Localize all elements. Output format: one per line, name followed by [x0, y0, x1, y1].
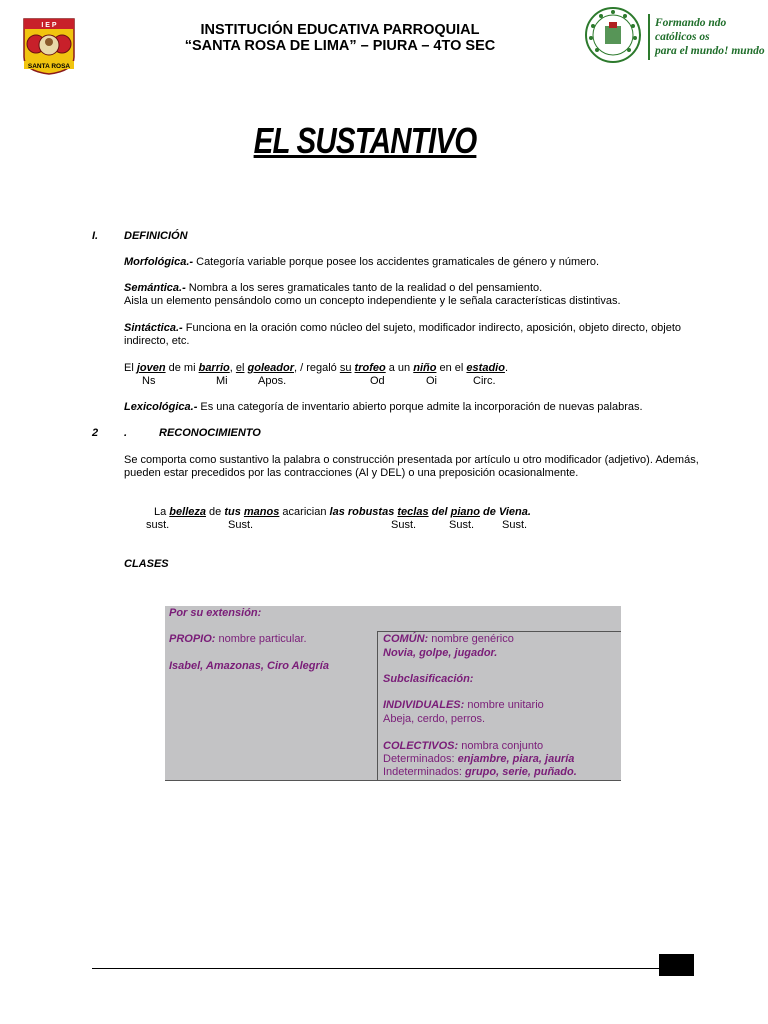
- motto-line2: católicos os: [655, 31, 710, 43]
- tag-circ: Circ.: [473, 375, 496, 387]
- ex1-word-goleador: goleador: [247, 362, 294, 374]
- lexicologica-paragraph: [124, 401, 643, 414]
- ex1-word: a un: [385, 362, 414, 374]
- ex1-word: , / regaló: [293, 362, 340, 374]
- ex1-word: ,: [229, 362, 236, 374]
- semantica-text2: Aisla un elemento pensándolo como un concepto independiente y le señala características distintivas.: [124, 295, 621, 307]
- propio-label: PROPIO:: [169, 633, 216, 645]
- ex1-word-trofeo: trofeo: [354, 362, 386, 374]
- logo-top-text: I E P: [41, 22, 57, 29]
- clases-heading: CLASES: [124, 558, 169, 570]
- motto-divider: [648, 14, 650, 60]
- section2-heading: RECONOCIMIENTO: [159, 427, 261, 439]
- determinados-examples: enjambre, piara, jauría: [457, 753, 575, 765]
- comun-text: nombre genérico: [428, 633, 514, 645]
- table-divider-v: [377, 631, 378, 781]
- tag-sust-4: Sust.: [449, 519, 475, 531]
- morfologica-paragraph: [124, 256, 599, 269]
- lexicologica-label: Lexicológica.-: [124, 401, 198, 413]
- tag-sust-2: Sust.: [228, 519, 254, 531]
- ex1-word-nino: niño: [413, 362, 437, 374]
- semantica-label: Semántica.-: [124, 282, 186, 294]
- logo-bottom-text: SANTA ROSA: [27, 63, 71, 70]
- ex2-word: de: [205, 506, 225, 518]
- motto-line1: Formando ndo: [655, 17, 727, 29]
- reconocimiento-text2: pueden estar precedidos por las contracciones (Al y DEL) o una preposición ocasionalmente.: [124, 467, 579, 479]
- section1-number: I.: [92, 230, 99, 242]
- school-name-line2: “SANTA ROSA DE LIMA” – PIURA – 4TO SEC: [184, 38, 496, 54]
- subclasificacion-label: Subclasificación:: [383, 673, 474, 685]
- table-propio: [169, 633, 307, 646]
- colectivos-label: COLECTIVOS:: [383, 740, 459, 752]
- comun-label: COMÚN:: [383, 633, 429, 645]
- table-colectivos: [383, 740, 543, 753]
- ex2-word-belleza: belleza: [169, 506, 206, 518]
- ex2-word-de-viena: de Viena.: [483, 506, 531, 518]
- footer-rule: [92, 968, 660, 969]
- indeterminados-label: Indeterminados:: [383, 766, 465, 778]
- motto-line3: para el mundo! mundo: [655, 45, 765, 57]
- sintactica-text: Funciona en la oración como núcleo del sujeto, modificador indirecto, aposición, objeto directo, objeto: [182, 322, 682, 334]
- comun-examples: Novia, golpe, jugador.: [383, 647, 498, 659]
- page-title: EL SUSTANTIVO: [253, 120, 477, 161]
- colectivos-text: nombra conjunto: [458, 740, 544, 752]
- example-sentence-1: [124, 362, 508, 375]
- table-comun: [383, 633, 514, 646]
- tag-sust-1: sust.: [146, 519, 170, 531]
- ex1-word-su: su: [339, 362, 352, 374]
- table-divider-h: [377, 631, 621, 632]
- tag-oi: Oi: [426, 375, 437, 387]
- page-number-box: [659, 954, 694, 976]
- tag-sust-3: Sust.: [391, 519, 417, 531]
- ex1-word-estadio: estadio: [466, 362, 505, 374]
- table-extension-label: Por su extensión:: [169, 607, 262, 619]
- ex1-word: de mi: [165, 362, 199, 374]
- ex2-word-piano: piano: [450, 506, 480, 518]
- tag-mi: Mi: [216, 375, 228, 387]
- tag-od: Od: [370, 375, 385, 387]
- table-border-bottom: [165, 780, 621, 781]
- ex2-word: La: [154, 506, 170, 518]
- ex1-word: .: [504, 362, 508, 374]
- section1-heading: DEFINICIÓN: [124, 230, 188, 242]
- sintactica-label: Sintáctica.-: [124, 322, 183, 334]
- example-sentence-2: [154, 506, 531, 519]
- semantica-paragraph: [124, 282, 542, 295]
- tag-ns: Ns: [142, 375, 156, 387]
- individuales-examples: Abeja, cerdo, perros.: [383, 713, 486, 725]
- ex2-word-tus: tus: [224, 506, 241, 518]
- determinados-label: Determinados:: [383, 753, 458, 765]
- propio-text: nombre particular.: [215, 633, 307, 645]
- school-name-line1: INSTITUCIÓN EDUCATIVA PARROQUIAL: [200, 22, 480, 38]
- morfologica-text: Categoría variable porque posee los accidentes gramaticales de género y número.: [193, 256, 600, 268]
- table-individuales: [383, 699, 544, 712]
- table-determinados: [383, 753, 574, 766]
- individuales-text: nombre unitario: [464, 699, 544, 711]
- individuales-label: INDIVIDUALES:: [383, 699, 465, 711]
- ex1-word-barrio: barrio: [198, 362, 230, 374]
- ex1-word: en el: [436, 362, 467, 374]
- indeterminados-examples: grupo, serie, puñado.: [464, 766, 577, 778]
- ex1-word-el: el: [235, 362, 245, 374]
- semantica-text: Nombra a los seres gramaticales tanto de la realidad o del pensamiento.: [185, 282, 543, 294]
- tag-sust-5: Sust.: [502, 519, 528, 531]
- sintactica-paragraph: [124, 322, 681, 335]
- reconocimiento-text1: Se comporta como sustantivo la palabra o construcción presentada por artículo u otro modificador (adjetivo). Además,: [124, 454, 699, 466]
- ex2-word-las-robustas: las robustas: [329, 506, 395, 518]
- ex2-word-manos: manos: [243, 506, 280, 518]
- sintactica-text2: indirecto, etc.: [124, 335, 190, 347]
- lexicologica-text: Es una categoría de inventario abierto porque admite la incorporación de nuevas palabras.: [197, 401, 643, 413]
- table-indeterminados: [383, 766, 577, 779]
- propio-examples: Isabel, Amazonas, Ciro Alegría: [169, 660, 329, 672]
- ex1-word: El: [124, 362, 137, 374]
- ex2-word-teclas: teclas: [397, 506, 429, 518]
- section2-dot: .: [124, 427, 128, 439]
- ex2-word: acarician: [279, 506, 330, 518]
- tag-apos: Apos.: [258, 375, 287, 387]
- ex1-word-joven: joven: [136, 362, 166, 374]
- morfologica-label: Morfológica.-: [124, 256, 194, 268]
- parish-seal-icon: [583, 6, 643, 64]
- ex2-word-del: del: [431, 506, 448, 518]
- section2-number: 2: [92, 427, 99, 439]
